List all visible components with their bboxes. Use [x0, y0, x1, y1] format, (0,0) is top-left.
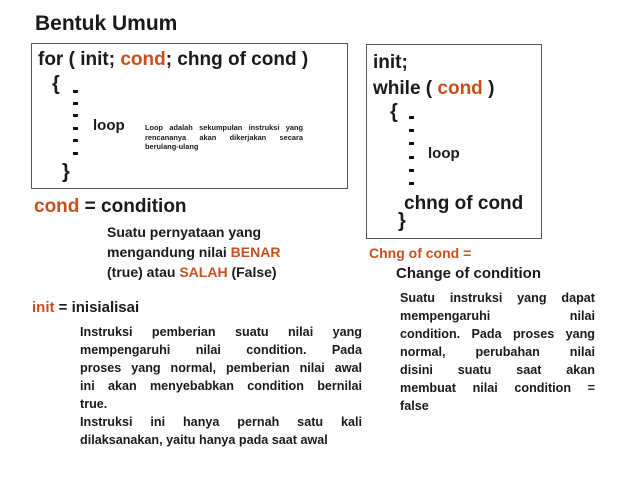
init-definition-heading: [32, 299, 139, 316]
for-dash-6: [73, 152, 78, 155]
note-line: berulang-ulang: [145, 142, 199, 151]
init-desc-line: dilaksanakan, yaitu hanya pada saat awal: [80, 433, 328, 447]
cond-description: [107, 222, 280, 282]
chng-desc-line: Suatu instruksi yang dapat: [400, 291, 595, 305]
while-statement-line: [373, 78, 494, 100]
chng-desc-line: normal, perubahan nilai: [400, 345, 595, 359]
while-dash-1: [409, 116, 414, 119]
for-prefix: for ( init;: [38, 49, 121, 70]
for-dash-5: [73, 139, 78, 142]
for-loop-note: [145, 123, 303, 152]
while-dash-6: [409, 182, 414, 185]
init-eq: = inisialisai: [54, 299, 140, 316]
for-statement-line: [38, 49, 308, 71]
for-open-brace: {: [52, 73, 60, 95]
init-desc-line: Instruksi ini hanya pernah satu kali: [80, 415, 362, 429]
init-desc-line: mempengaruhi nilai condition. Pada: [80, 343, 362, 357]
for-dash-3: [73, 114, 78, 117]
chng-meaning: Change of condition: [396, 265, 541, 282]
while-open-brace: {: [390, 101, 398, 123]
cond-desc-line: mengandung nilai BENAR: [107, 244, 281, 260]
while-dash-4: [409, 156, 414, 159]
chng-desc-line: condition. Pada proses yang: [400, 327, 595, 341]
for-close-brace: }: [62, 161, 70, 183]
init-desc-line: true.: [80, 397, 108, 411]
chng-description: [400, 289, 595, 415]
page-title: Bentuk Umum: [35, 12, 178, 35]
while-suffix: ): [482, 78, 495, 99]
cond-eq: = condition: [79, 196, 187, 217]
while-chng-label: chng of cond: [404, 193, 524, 214]
cond-term: cond: [34, 196, 80, 217]
chng-desc-line: mempengaruhi nilai: [400, 309, 595, 323]
while-close-brace: }: [398, 210, 406, 232]
while-loop-label: loop: [428, 145, 460, 162]
chng-desc-line: disini suatu saat akan: [400, 363, 595, 377]
for-loop-label: loop: [93, 117, 125, 134]
chng-desc-line: false: [400, 399, 429, 413]
for-cond-keyword: cond: [120, 49, 166, 70]
while-prefix: while (: [373, 78, 438, 99]
while-dash-2: [409, 129, 414, 132]
for-suffix: ; chng of cond ): [165, 49, 309, 70]
for-dash-2: [73, 102, 78, 105]
init-desc-line: proses yang normal, pemberian nilai awal: [80, 361, 362, 375]
chng-desc-line: membuat nilai condition =: [400, 381, 595, 395]
note-line: rencananya akan dikerjakan secara: [145, 132, 303, 142]
note-line: Loop adalah sekumpulan instruksi yang: [145, 123, 303, 132]
init-term: init: [32, 299, 55, 316]
for-dash-4: [73, 127, 78, 130]
while-dash-5: [409, 169, 414, 172]
while-init-line: init;: [373, 52, 408, 73]
while-dash-3: [409, 142, 414, 145]
init-desc-line: Instruksi pemberian suatu nilai yang: [80, 325, 362, 339]
init-description: [80, 323, 362, 449]
while-cond-keyword: cond: [437, 78, 483, 99]
cond-desc-line: Suatu pernyataan yang: [107, 224, 262, 240]
cond-desc-line: (true) atau SALAH (False): [107, 264, 277, 280]
cond-definition-heading: [34, 196, 187, 218]
init-desc-line: ini akan menyebabkan condition bernilai: [80, 379, 362, 393]
for-dash-1: [73, 90, 78, 93]
chng-definition-heading: Chng of cond =: [369, 245, 472, 261]
